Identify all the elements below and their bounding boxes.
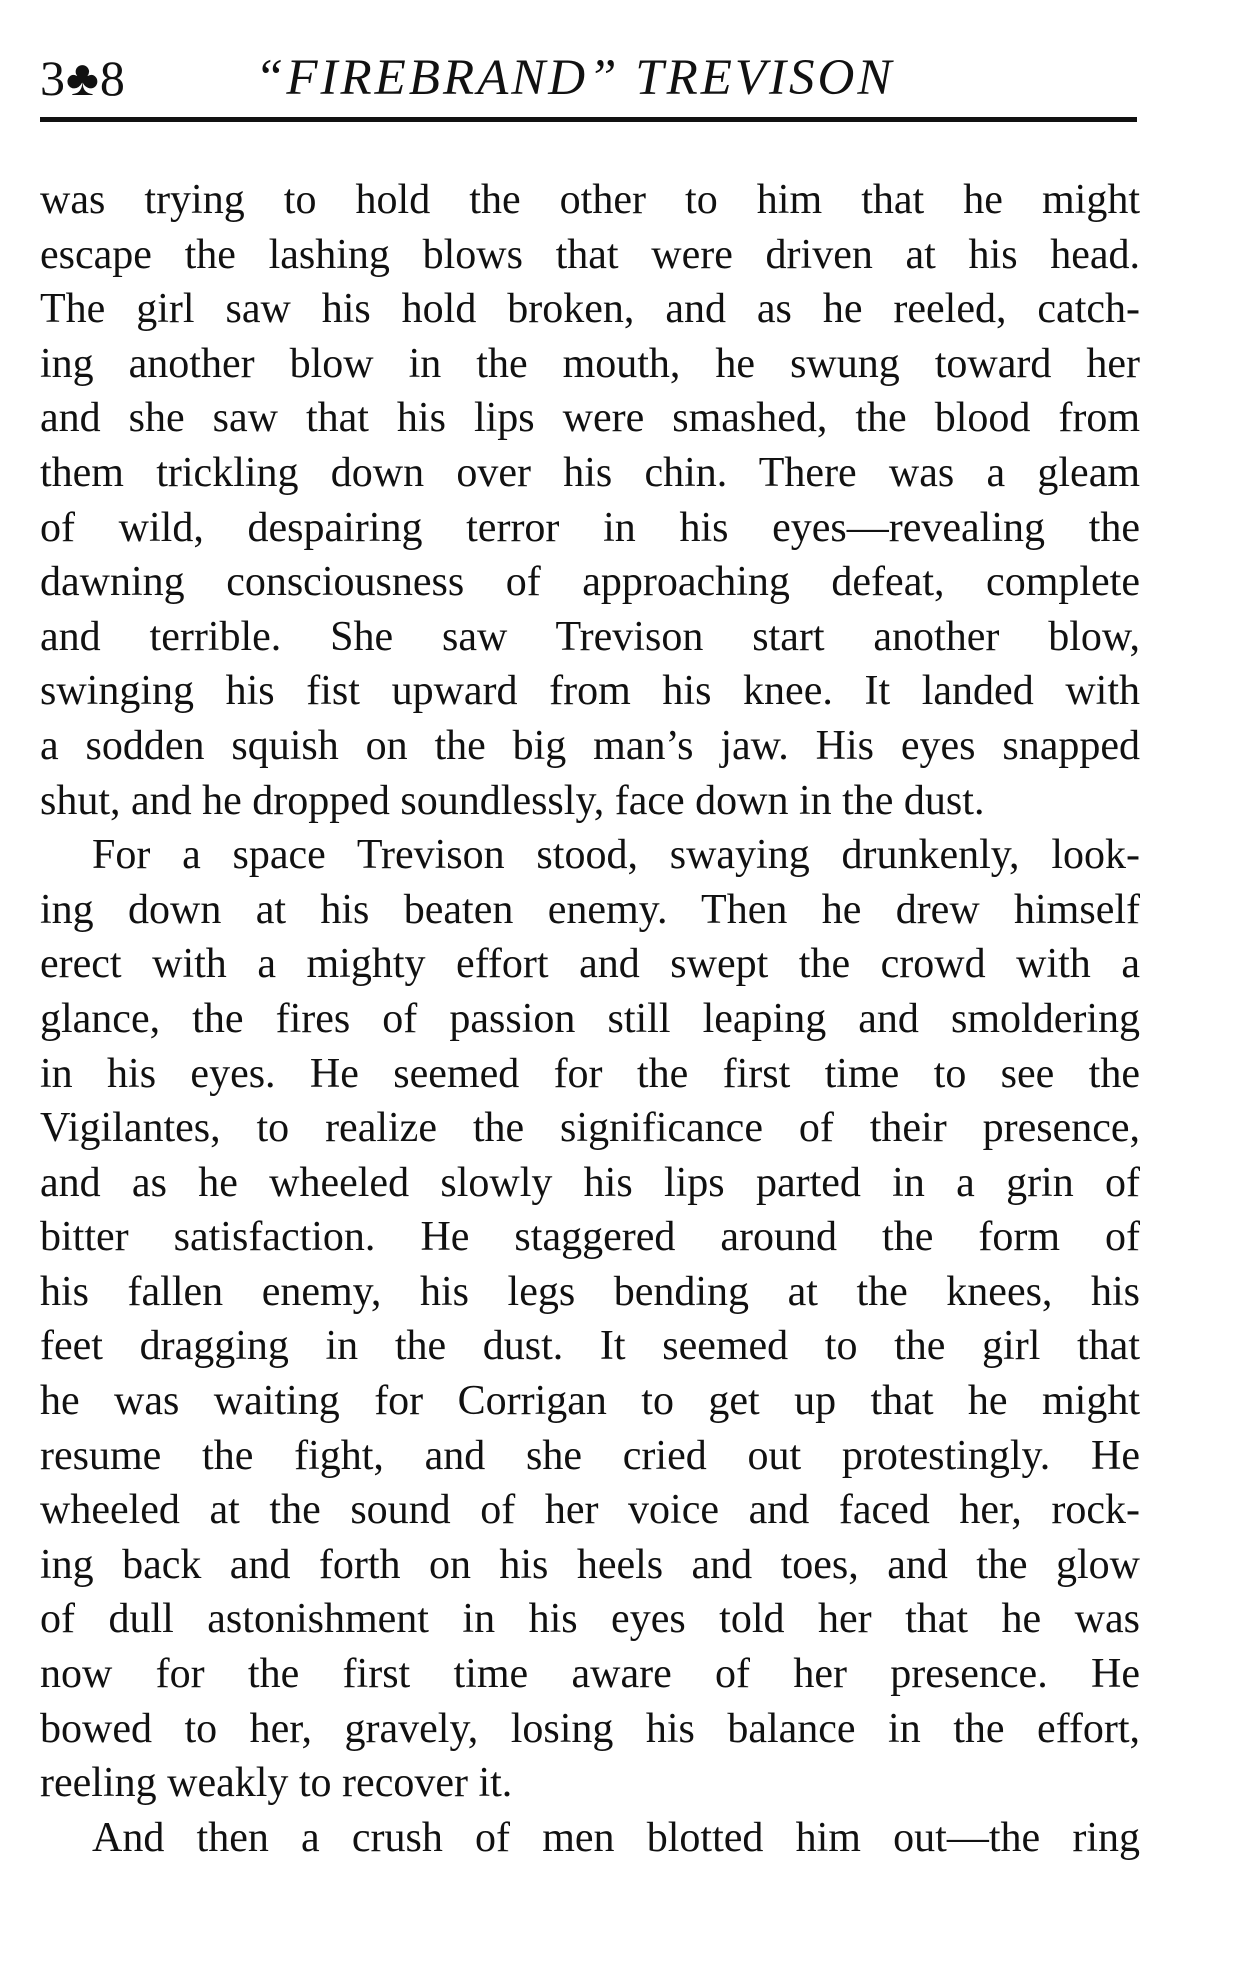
text-line: ing back and forth on his heels and toes, and the glow	[40, 1541, 1140, 1588]
body-text	[40, 173, 1140, 1865]
text-line: feet dragging in the dust. It seemed to the girl that	[40, 1323, 1140, 1370]
text-line: erect with a mighty effort and swept the crowd with a	[40, 941, 1140, 988]
text-line: For a space Trevison stood, swaying drunkenly, look-	[92, 832, 1140, 879]
text-line: in his eyes. He seemed for the first time to see the	[40, 1050, 1140, 1097]
text-line: Vigilantes, to realize the significance of their presence,	[40, 1105, 1140, 1152]
text-line: resume the fight, and she cried out protestingly. He	[40, 1432, 1140, 1479]
text-line: them trickling down over his chin. There was a gleam	[40, 449, 1140, 496]
page-number: 3♣8	[40, 50, 126, 106]
text-line: bowed to her, gravely, losing his balance in the effort,	[40, 1705, 1140, 1752]
text-line: of dull astonishment in his eyes told her that he was	[40, 1596, 1140, 1643]
running-title: “FIREBRAND” TREVISON	[255, 50, 895, 106]
text-line: bitter satisfaction. He staggered around the form of	[40, 1214, 1140, 1261]
header-rule	[40, 117, 1137, 122]
text-line: of wild, despairing terror in his eyes—revealing the	[40, 504, 1140, 551]
text-line: and terrible. She saw Trevison start another blow,	[40, 613, 1140, 660]
text-line: and she saw that his lips were smashed, the blood from	[40, 395, 1140, 442]
text-line: ing another blow in the mouth, he swung toward her	[40, 340, 1140, 387]
text-line: dawning consciousness of approaching defeat, complete	[40, 559, 1140, 606]
text-line: was trying to hold the other to him that he might	[40, 177, 1140, 223]
text-line: escape the lashing blows that were driven at his head.	[40, 231, 1140, 278]
text-line: he was waiting for Corrigan to get up that he might	[40, 1378, 1140, 1425]
text-line: and as he wheeled slowly his lips parted in a grin of	[40, 1159, 1140, 1206]
text-line: swinging his fist upward from his knee. It landed with	[40, 668, 1140, 715]
text-line: ing down at his beaten enemy. Then he drew himself	[40, 886, 1140, 933]
text-line: reeling weakly to recover it.	[40, 1760, 513, 1807]
text-line: glance, the fires of passion still leaping and smoldering	[40, 995, 1140, 1042]
running-head	[40, 48, 1140, 118]
text-line: now for the first time aware of her presence. He	[40, 1651, 1140, 1698]
text-line: The girl saw his hold broken, and as he reeled, catch-	[40, 286, 1140, 333]
text-line: a sodden squish on the big man’s jaw. His eyes snapped	[40, 722, 1140, 769]
text-line: And then a crush of men blotted him out—the ring	[92, 1814, 1140, 1861]
text-line: shut, and he dropped soundlessly, face down in the dust.	[40, 777, 985, 824]
text-line: his fallen enemy, his legs bending at the knees, his	[40, 1268, 1140, 1315]
text-line: wheeled at the sound of her voice and faced her, rock-	[40, 1487, 1140, 1534]
